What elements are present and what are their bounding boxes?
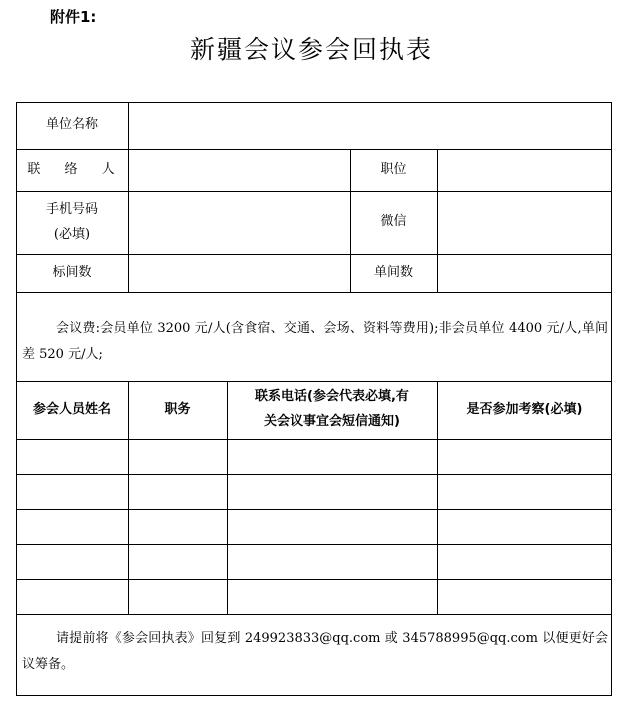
reply-instruction: 请提前将《参会回执表》回复到 249923833@qq.com 或 345788995@qq.com 以便更好会议筹备。 [22,631,608,672]
mobile-required-hint: (必填) [53,226,91,242]
standard-rooms-label: 标间数 [52,264,92,280]
wechat-field[interactable] [438,192,611,254]
attendee-phone-cell[interactable] [228,510,437,544]
attendee-name-cell[interactable] [17,510,128,544]
header-duty: 职务 [164,401,191,417]
position-field[interactable] [438,150,611,191]
unit-name-label: 单位名称 [45,117,98,133]
attendee-name-cell[interactable] [17,440,128,474]
attendee-duty-cell[interactable] [129,510,227,544]
attendee-name-cell[interactable] [17,580,128,614]
single-rooms-label: 单间数 [373,264,413,280]
header-phone [227,381,437,439]
mobile-field[interactable] [129,192,350,254]
header-phone-line1: 联系电话(参会代表必填,有 [255,389,409,405]
row-divider [16,292,612,293]
attendee-duty-cell[interactable] [129,545,227,579]
unit-name-field[interactable] [129,103,611,149]
attendee-duty-cell[interactable] [129,440,227,474]
fee-description: 会议费:会员单位 3200 元/人(含食宿、交通、会场、资料等费用);非会员单位 4400 元/人,单间差 520 元/人; [22,321,608,362]
attendee-inspection-cell[interactable] [438,545,611,579]
attendee-duty-cell[interactable] [129,475,227,509]
attachment-label: 附件1: [50,8,97,26]
reply-form [16,102,612,696]
mobile-label-text: 手机号码 [45,201,98,217]
header-attendee-name: 参会人员姓名 [32,401,111,417]
single-rooms-field[interactable] [438,255,611,292]
attendee-phone-cell[interactable] [228,475,437,509]
attendee-phone-cell[interactable] [228,440,437,474]
attendee-phone-cell[interactable] [228,580,437,614]
form-border-bottom [16,695,612,696]
header-phone-line2: 关会议事宜会短信通知) [264,414,400,429]
row-divider [16,614,612,615]
attendee-inspection-cell[interactable] [438,475,611,509]
attendee-name-cell[interactable] [17,475,128,509]
attendee-name-cell[interactable] [17,545,128,579]
contact-field[interactable] [129,150,350,191]
mobile-label [16,191,128,254]
contact-label: 联 络 人 [27,161,125,177]
attendee-inspection-cell[interactable] [438,580,611,614]
page-title: 新疆会议参会回执表 [189,35,433,64]
attendee-inspection-cell[interactable] [438,440,611,474]
wechat-label: 微信 [380,214,407,230]
attendee-duty-cell[interactable] [129,580,227,614]
header-inspection: 是否参加考察(必填) [466,401,583,417]
standard-rooms-field[interactable] [129,255,350,292]
position-label: 职位 [380,161,407,177]
attendee-inspection-cell[interactable] [438,510,611,544]
attendee-phone-cell[interactable] [228,545,437,579]
